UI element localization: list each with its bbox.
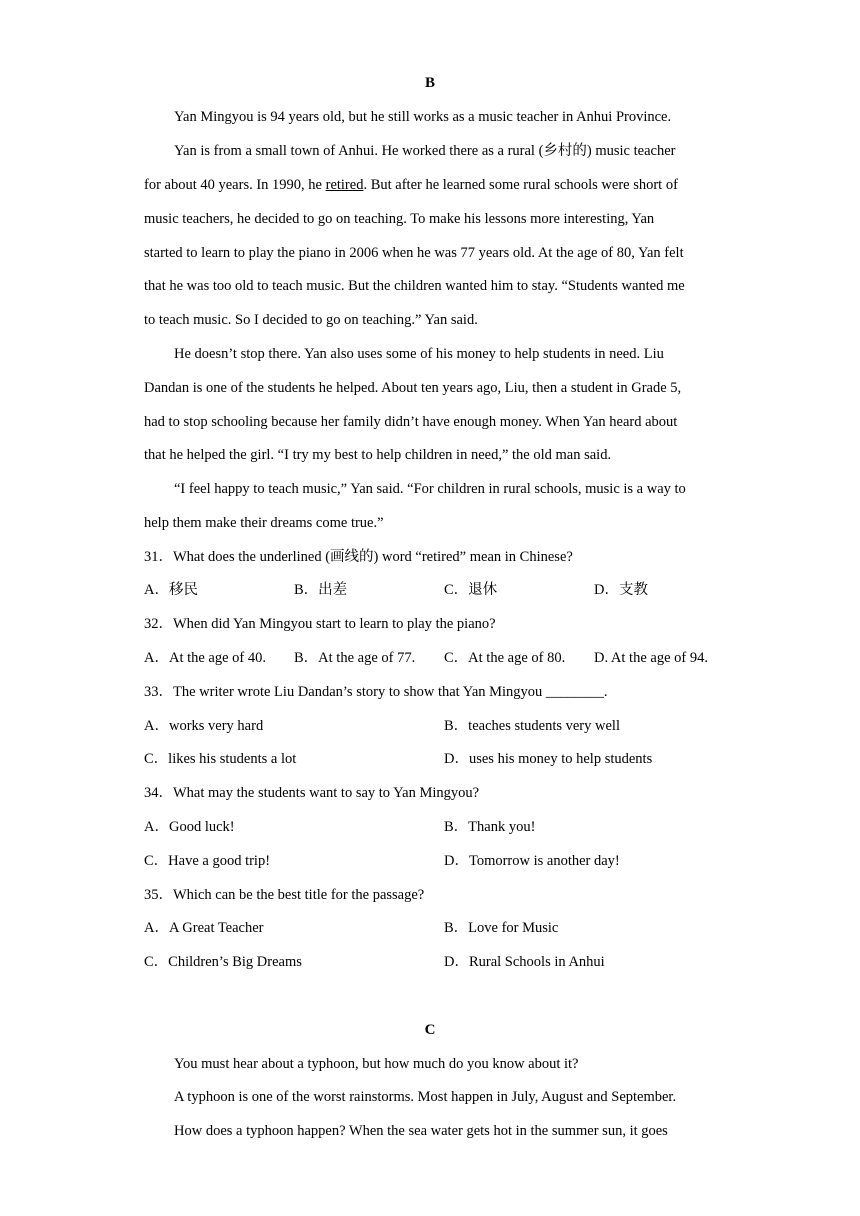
q35-option-b: B．Love for Music bbox=[444, 920, 559, 936]
q31-option-d: D．支教 bbox=[594, 582, 648, 598]
passage-line: had to stop schooling because her family didn’t have enough money. When Yan heard about bbox=[144, 414, 678, 430]
q34-option-d: D．Tomorrow is another day! bbox=[444, 853, 620, 869]
question-32: 32．When did Yan Mingyou start to learn to play the piano? bbox=[144, 616, 496, 632]
passage-line-with-underline: for about 40 years. In 1990, he retired. But after he learned some rural schools were short of bbox=[144, 177, 678, 193]
passage-line: started to learn to play the piano in 2006 when he was 77 years old. At the age of 80, Yan felt bbox=[144, 245, 684, 261]
q35-option-a: A．A Great Teacher bbox=[144, 920, 264, 936]
q34-option-b: B．Thank you! bbox=[444, 819, 536, 835]
passage-line: He doesn’t stop there. Yan also uses some of his money to help students in need. Liu bbox=[174, 346, 664, 362]
q33-option-c: C．likes his students a lot bbox=[144, 751, 297, 767]
question-34: 34．What may the students want to say to Yan Mingyou? bbox=[144, 785, 480, 801]
question-31: 31．What does the underlined (画线的) word “retired” mean in Chinese? bbox=[144, 549, 573, 565]
passage-line: How does a typhoon happen? When the sea water gets hot in the summer sun, it goes bbox=[174, 1123, 668, 1139]
q31-option-b: B．出差 bbox=[294, 582, 348, 598]
passage-line: music teachers, he decided to go on teaching. To make his lessons more interesting, Yan bbox=[144, 211, 655, 227]
section-b-heading: B bbox=[424, 75, 435, 91]
passage-line: help them make their dreams come true.” bbox=[144, 515, 384, 531]
passage-line: that he was too old to teach music. But the children wanted him to stay. “Students wanted me bbox=[144, 278, 685, 294]
q33-option-d: D．uses his money to help students bbox=[444, 751, 653, 767]
passage-line: “I feel happy to teach music,” Yan said. “For children in rural schools, music is a way to bbox=[174, 481, 686, 497]
passage-line: You must hear about a typhoon, but how much do you know about it? bbox=[174, 1056, 579, 1072]
q31-option-c: C．退休 bbox=[444, 582, 498, 598]
q32-option-a: A．At the age of 40. bbox=[144, 650, 267, 666]
q33-option-a: A．works very hard bbox=[144, 718, 264, 734]
q32-option-c: C．At the age of 80. bbox=[444, 650, 566, 666]
q35-option-d: D．Rural Schools in Anhui bbox=[444, 954, 605, 970]
q34-option-a: A．Good luck! bbox=[144, 819, 235, 835]
q34-option-c: C．Have a good trip! bbox=[144, 853, 271, 869]
q31-option-a: A．移民 bbox=[144, 582, 198, 598]
passage-line: A typhoon is one of the worst rainstorms. Most happen in July, August and September. bbox=[174, 1089, 677, 1105]
q33-option-b: B．teaches students very well bbox=[444, 718, 620, 734]
passage-line: Yan Mingyou is 94 years old, but he still works as a music teacher in Anhui Province. bbox=[174, 109, 672, 125]
question-35: 35．Which can be the best title for the passage? bbox=[144, 887, 425, 903]
passage-line: that he helped the girl. “I try my best to help children in need,” the old man said. bbox=[144, 447, 612, 463]
passage-line: Dandan is one of the students he helped. About ten years ago, Liu, then a student in Grade 5, bbox=[144, 380, 682, 396]
question-33: 33．The writer wrote Liu Dandan’s story to show that Yan Mingyou ________. bbox=[144, 684, 608, 700]
passage-line: Yan is from a small town of Anhui. He worked there as a rural (乡村的) music teacher bbox=[174, 143, 676, 159]
q32-option-d: D. At the age of 94. bbox=[594, 650, 708, 666]
q32-option-b: B．At the age of 77. bbox=[294, 650, 416, 666]
q35-option-c: C．Children’s Big Dreams bbox=[144, 954, 302, 970]
section-c-heading: C bbox=[424, 1022, 436, 1038]
passage-line: to teach music. So I decided to go on teaching.” Yan said. bbox=[144, 312, 478, 328]
underlined-word-retired: retired bbox=[325, 177, 364, 193]
